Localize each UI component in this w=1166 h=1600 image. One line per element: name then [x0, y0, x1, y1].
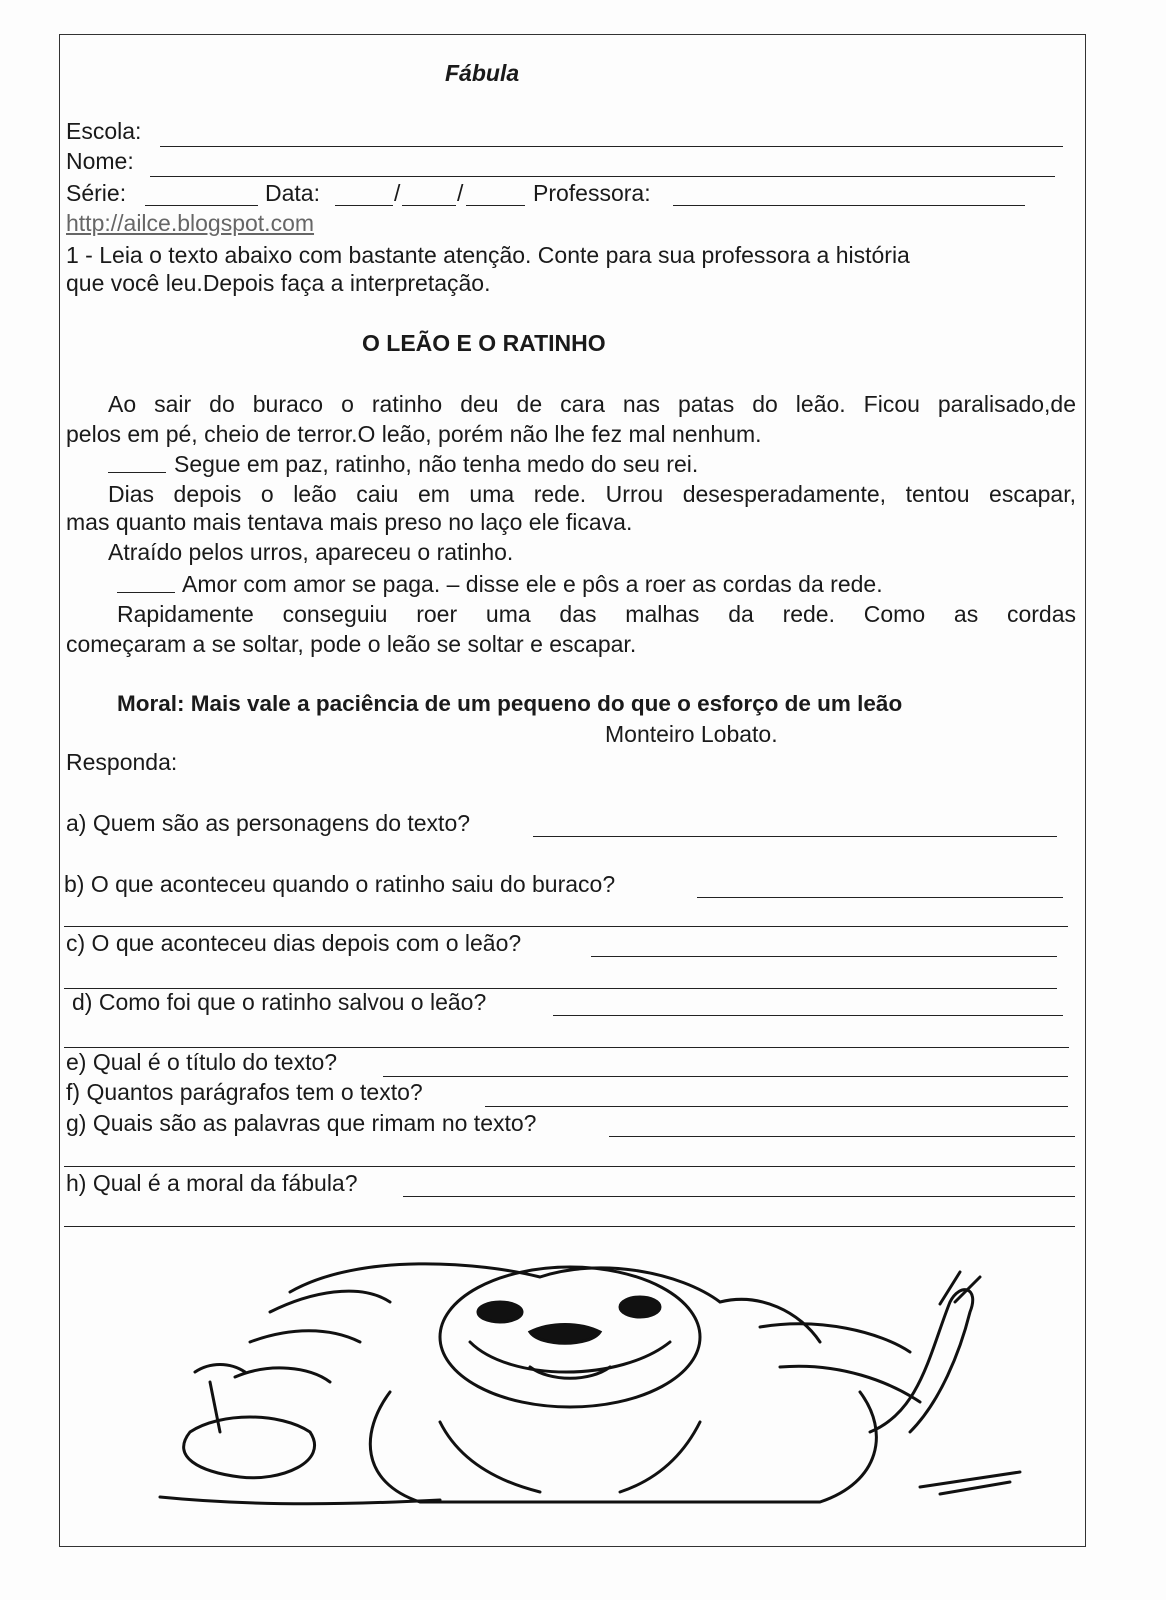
answer-field-h[interactable]: [403, 1196, 1075, 1197]
story-line: Segue em paz, ratinho, não tenha medo do seu rei.: [174, 451, 699, 477]
answer-field-g[interactable]: [609, 1136, 1075, 1137]
question-f: f) Quantos parágrafos tem o texto?: [66, 1079, 423, 1105]
question-g: g) Quais são as palavras que rimam no texto?: [66, 1110, 537, 1136]
story-line: Atraído pelos urros, apareceu o ratinho.: [108, 539, 514, 565]
dialogue-dash-blank: [108, 472, 166, 473]
answer-field-b-extra[interactable]: [64, 926, 1068, 927]
school-field[interactable]: [160, 146, 1063, 147]
answer-field-c[interactable]: [591, 956, 1057, 957]
story-moral: Moral: Mais vale a paciência de um pequeno do que o esforço de um leão: [117, 691, 903, 716]
question-b: b) O que aconteceu quando o ratinho saiu do buraco?: [64, 871, 616, 897]
answer-field-d[interactable]: [553, 1015, 1063, 1016]
story-line: mas quanto mais tentava mais preso no laço ele ficava.: [66, 509, 633, 535]
date-separator: /: [457, 180, 464, 206]
name-field[interactable]: [150, 176, 1055, 177]
answer-field-a[interactable]: [533, 836, 1057, 837]
name-label: Nome:: [66, 148, 134, 174]
lion-illustration: [60, 1232, 1084, 1522]
date-separator: /: [394, 180, 401, 206]
date-year-field[interactable]: [466, 205, 525, 206]
answer-field-g-extra[interactable]: [64, 1166, 1075, 1167]
question-a: a) Quem são as personagens do texto?: [66, 810, 471, 836]
dialogue-dash-blank: [117, 592, 175, 593]
question-e: e) Qual é o título do texto?: [66, 1049, 338, 1075]
questions-heading: Responda:: [66, 749, 178, 775]
question-h: h) Qual é a moral da fábula?: [66, 1170, 358, 1196]
date-month-field[interactable]: [402, 205, 456, 206]
instruction-line: que você leu.Depois faça a interpretação.: [66, 270, 491, 296]
answer-field-e[interactable]: [383, 1076, 1068, 1077]
story-line: Rapidamente conseguiu roer uma das malhas da rede. Como as cordas: [117, 601, 1076, 627]
story-line: Dias depois o leão caiu em uma rede. Urrou desesperadamente, tentou escapar,: [108, 481, 1076, 507]
story-line: pelos em pé, cheio de terror.O leão, porém não lhe fez mal nenhum.: [66, 421, 762, 447]
question-c: c) O que aconteceu dias depois com o leão?: [66, 930, 522, 956]
date-day-field[interactable]: [335, 205, 393, 206]
answer-field-h-extra[interactable]: [64, 1226, 1075, 1227]
grade-label: Série:: [66, 180, 127, 206]
worksheet-title: Fábula: [445, 60, 520, 86]
answer-field-f[interactable]: [485, 1106, 1068, 1107]
blog-link[interactable]: http://ailce.blogspot.com: [66, 210, 315, 236]
question-d: d) Como foi que o ratinho salvou o leão?: [72, 989, 487, 1015]
teacher-field[interactable]: [673, 205, 1025, 206]
story-line: Amor com amor se paga. – disse ele e pôs a roer as cordas da rede.: [182, 571, 883, 597]
story-author: Monteiro Lobato.: [605, 721, 778, 747]
teacher-label: Professora:: [533, 180, 651, 206]
story-line: Ao sair do buraco o ratinho deu de cara nas patas do leão. Ficou paralisado,de: [108, 391, 1076, 417]
story-line: começaram a se soltar, pode o leão se soltar e escapar.: [66, 631, 637, 657]
story-title: O LEÃO E O RATINHO: [362, 330, 606, 356]
grade-field[interactable]: [145, 205, 258, 206]
school-label: Escola:: [66, 118, 142, 144]
answer-field-b[interactable]: [697, 897, 1063, 898]
instruction-line: 1 - Leia o texto abaixo com bastante atenção. Conte para sua professora a história: [66, 242, 910, 268]
date-label: Data:: [265, 180, 320, 206]
